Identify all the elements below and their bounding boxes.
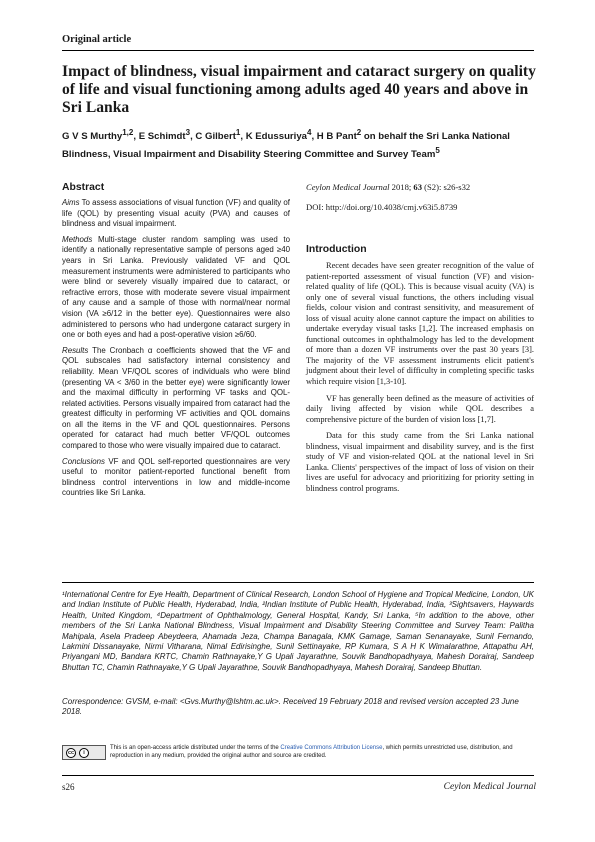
- section-label: Original article: [62, 34, 132, 45]
- abstract-heading: Abstract: [62, 182, 105, 193]
- author-text: on behalf the Sri Lanka National Blindness, Visual Impairment and Disability Steering Committee and Survey Team: [62, 131, 510, 161]
- license-text: [110, 744, 536, 761]
- conclusions-label: Conclusions: [62, 456, 105, 466]
- author-sup: 1: [235, 128, 241, 137]
- author-sup: 4: [307, 128, 312, 137]
- intro-paragraph: VF has generally been defined as the measure of activities of daily living affected by vision while QOL describes a comprehensive picture of the burden of vision loss [1,7].: [306, 393, 534, 424]
- abstract-body: [62, 198, 290, 504]
- citation-line: [306, 182, 470, 192]
- page-number: s26: [62, 782, 75, 792]
- abstract-methods: [62, 235, 290, 341]
- correspondence-footnote: Correspondence: GVSM, e-mail: <Gvs.Murthy@lshtm.ac.uk>. Received 19 February 2018 and revised version accepted 23 June 2018.: [62, 697, 519, 717]
- attribution-icon: i: [79, 748, 89, 758]
- footer-rule: [62, 775, 534, 776]
- author-sup: 1,2: [122, 128, 134, 137]
- license-text-after: , which permits unrestricted use, distribution, and reproduction in any medium, provided the original author and source are credited.: [110, 745, 513, 760]
- citation-pages: (S2): s26-s32: [422, 182, 471, 192]
- abstract-results: [62, 346, 290, 452]
- cc-icon: cc: [67, 749, 75, 756]
- introduction-heading: Introduction: [306, 244, 367, 255]
- author-list: [62, 126, 536, 162]
- citation-volume: 63: [413, 182, 422, 192]
- author-sup: 3: [185, 128, 191, 137]
- citation-year: 2018;: [389, 182, 414, 192]
- citation-journal: Ceylon Medical Journal: [306, 182, 390, 192]
- introduction-body: [306, 261, 534, 500]
- footnote-rule: [62, 582, 534, 583]
- aims-text: To assess associations of visual function (VF) and quality of life (QOL) by presenting visual acuity (PVA) and causes of blindness and visual impairment.: [62, 198, 290, 229]
- author-sup: 2: [356, 128, 362, 137]
- conclusions-text: VF and QOL self-reported questionnaires are very useful to monitor patient-reported functional benefit from blindness control interventions in low and middle-income countries like Sri Lanka.: [62, 456, 290, 498]
- footer-journal-name: Ceylon Medical Journal: [443, 782, 536, 792]
- author-sup: 5: [435, 146, 440, 156]
- top-rule: [62, 50, 534, 51]
- intro-paragraph: Data for this study came from the Sri Lanka national blindness, visual impairment and disability survey, and is the first study of VF and vision-related QOL at the national level in Sri Lanka. Clients' perspectives of the impact of loss of vision on their lives are useful for advocacy and prioritizing for priority setting in blindness control programs.: [306, 431, 534, 493]
- abstract-aims: [62, 198, 290, 230]
- cc-license-badge[interactable]: [62, 745, 106, 760]
- intro-paragraph: Recent decades have seen greater recognition of the value of patient-reported assessment of visual function (VF) and vision-related quality of life (QOL). This is because visual acuity (VA) is only one of several visual functions, the others including visual fields, colour vision and contrast sensitivity, and measurement of loss of visual acuity alone cannot capture the impact on abilities to undertake everyday visual tasks [1,2]. The increased emphasis on functional outcomes in ophthalmology has led to the development of more than a dozen VF instruments over the past 30 years [3]. The majority of the VF assessment instruments elicit patient's judgment about their level of difficulty in completing specific tasks which require vision [1,3-10].: [306, 261, 534, 387]
- aims-label: Aims: [62, 198, 80, 207]
- license-text-before: This is an open-access article distributed under the terms of the: [110, 745, 281, 751]
- abstract-conclusions: [62, 457, 290, 499]
- affiliations-footnote: ¹International Centre for Eye Health, Department of Clinical Research, London School of Hygiene and Tropical Medicine, London, UK and Indian Institute of Public Health, Hyderabad, India, ²Indian Institute of Public Health, Hyderabad, India, ³Sightsavers, Haywards Health, United Kingdom, ⁴Department of Ophthalmology, General Hospital, Kandy, Sri Lanka, ⁵In addition to the above, other members of the Sri Lanka National Blindness, Visual Impairment and Disability Steering Committee and Survey Team: Palitha Mahipala, Asela Pradeep Abeydeera, Ahamada Jeza, Champa Banagala, KMK Gamage, Saman Senanayake, Sunil Fernando, Lakmini Dissanayake, Nirmi Vitharana, Nimal Edirisinghe, Sunil Settinayake, RP Kumara, S A H K Wimalarathne, Attapathu AH, Priyangani MD, Bandara KRTC, Chamin Rathnayake,Y G Upali Jayarathne, Souvik Bandhopadhyaya, Mahesh Dorairaj, Sandeep Bhuttan TC, Chamin Rathnayake,Y G Upali Jayarathne, Souvik Bandhopadhyaya, Mahesh Dorairaj, Sandeep Bhuttan.: [62, 590, 534, 672]
- author-text: , H B Pant: [311, 131, 357, 143]
- author-text: G V S Murthy: [62, 131, 123, 143]
- doi-link[interactable]: DOI: http://doi.org/10.4038/cmj.v63i5.8739: [306, 202, 458, 212]
- article-title: Impact of blindness, visual impairment and cataract surgery on quality of life and visual functioning among adults aged 40 years and above in Sri Lanka: [62, 63, 536, 116]
- results-text: The Cronbach α coefficients showed that the VF and QOL subscales had satisfactory internal consistency and reliability. Mean VF/QOL scores of individuals who were blind (presenting VA < 3/60 in the better eye) were significantly lower and the maximal difficulty in performing VF tasks and QOL-related activities. Persons visually impaired from cataract had the greatest difficulty in performing VF activities and QOL domains on all the items in the VF and QOL questionnaires. Persons operated for cataract had much better VF/QOL outcomes compared to those who were visually impaired due to cataract.: [62, 345, 290, 451]
- author-text: , K Edussuriya: [240, 131, 308, 143]
- license-link[interactable]: Creative Commons Attribution License: [280, 745, 383, 751]
- results-label: Results: [62, 345, 89, 355]
- methods-label: Methods: [62, 234, 93, 244]
- author-text: , E Schimdt: [133, 131, 186, 143]
- methods-text: Multi-stage cluster random sampling was used to identify a nationally representative sample of persons aged ≥40 years in Sri Lanka. Previously validated VF and QOL measurement instruments were administered to participants who were blind or severely visually impaired due to cataract, or refractive errors, those with moderate severe visual impairment of any cause and a sample of those with normal/near normal vision (VA ≥6/12 in the better eye). Questionnaires were also administered to persons who had undergone cataract surgery in one or both eyes and had a post-operative vision ≥6/60.: [62, 234, 290, 340]
- author-text: , C Gilbert: [190, 131, 236, 143]
